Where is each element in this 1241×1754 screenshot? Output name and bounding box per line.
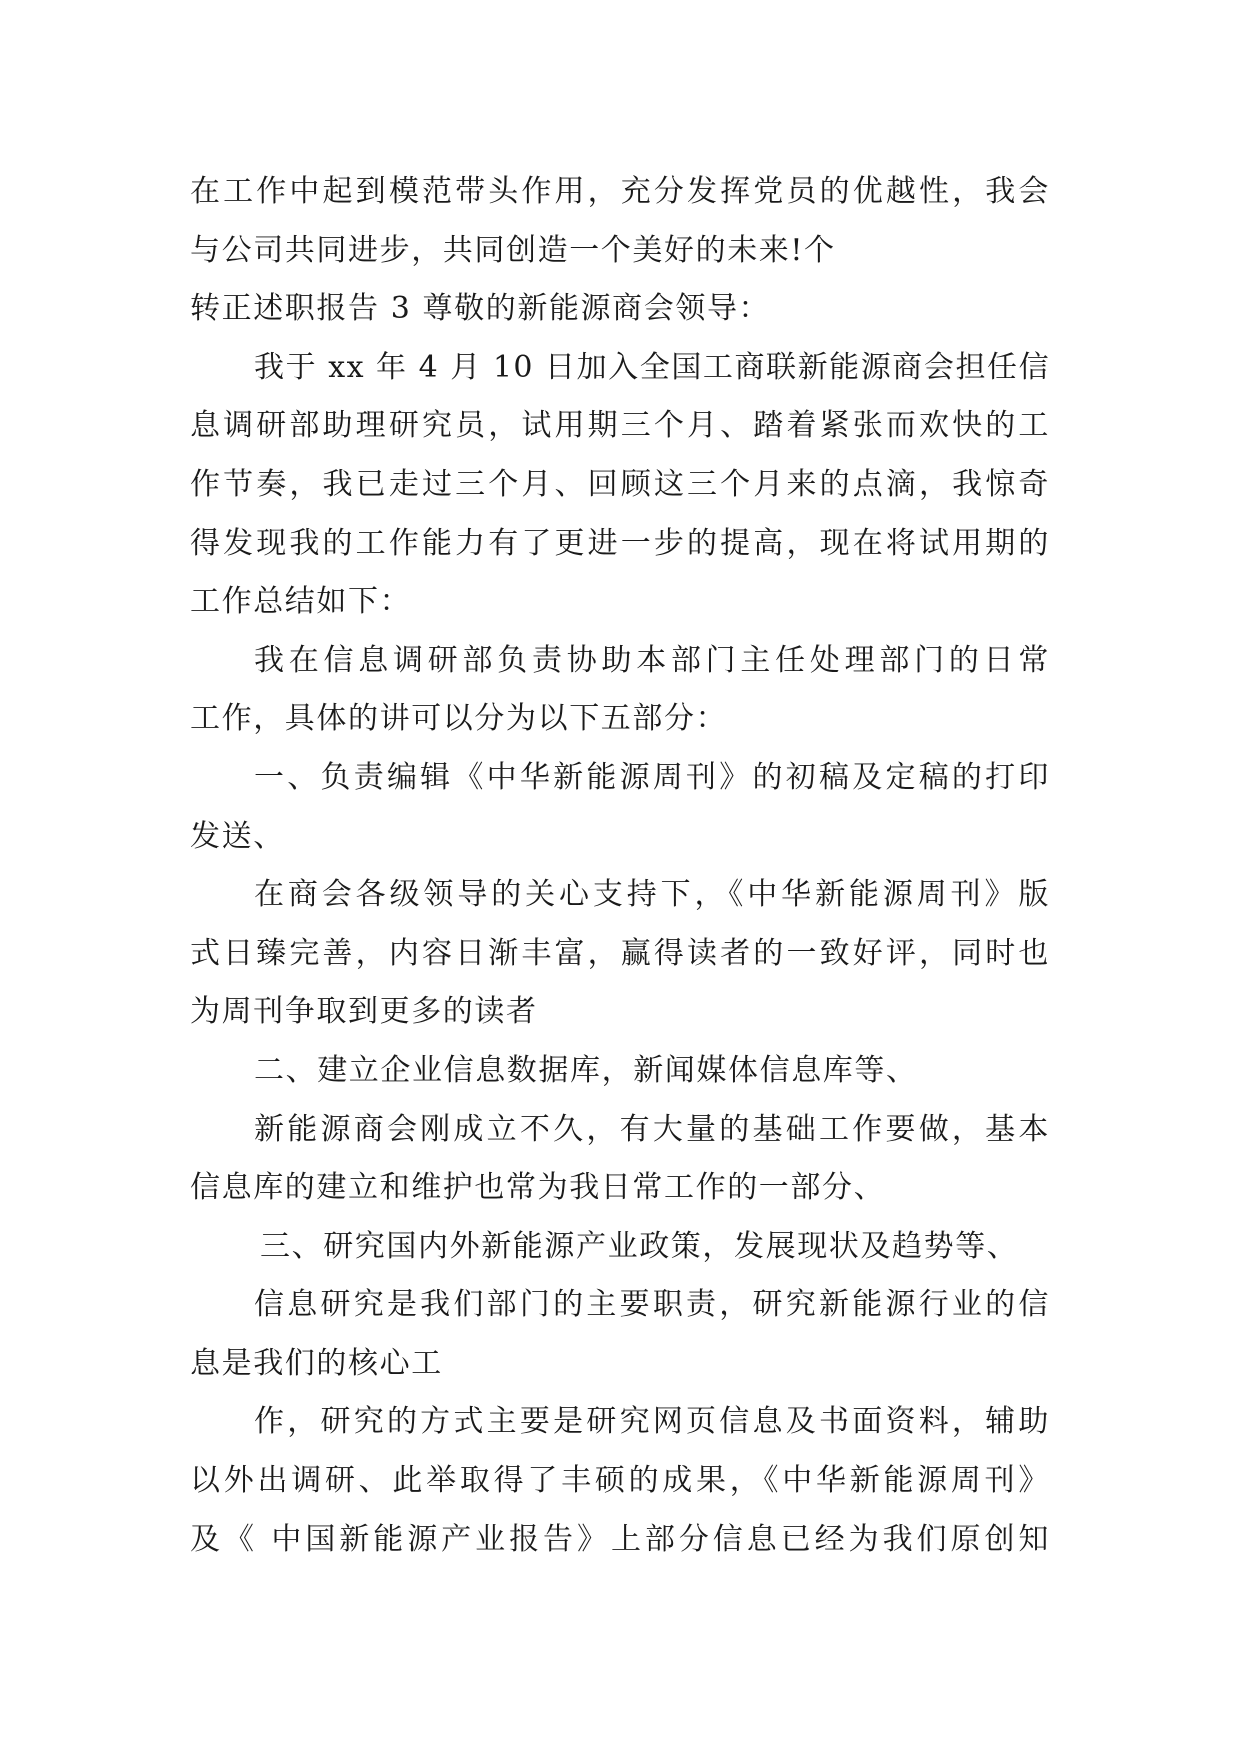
text-line: 得发现我的工作能力有了更进一步的提高，现在将试用期的: [190, 525, 1050, 561]
text-line: 工作，具体的讲可以分为以下五部分：: [190, 701, 728, 737]
text-line: 以外出调研、此举取得了丰硕的成果，《中华新能源周刊》: [190, 1463, 1050, 1499]
text-line: 发送、: [190, 818, 285, 854]
text-line: 信息研究是我们部门的主要职责，研究新能源行业的信: [254, 1287, 1050, 1323]
text-line: 作节奏，我已走过三个月、回顾这三个月来的点滴，我惊奇: [190, 466, 1050, 502]
text-line: 息调研部助理研究员，试用期三个月、踏着紧张而欢快的工: [190, 408, 1050, 444]
text-line: 及《 中国新能源产业报告》上部分信息已经为我们原创知: [190, 1521, 1050, 1557]
section-heading: 转正述职报告 3 尊敬的新能源商会领导：: [190, 291, 771, 327]
text-line: 我在信息调研部负责协助本部门主任处理部门的日常: [254, 642, 1050, 678]
text-line: 我于 xx 年 4 月 10 日加入全国工商联新能源商会担任信: [254, 349, 1050, 385]
text-line: 作，研究的方式主要是研究网页信息及书面资料，辅助: [254, 1404, 1050, 1440]
text-line: 三、研究国内外新能源产业政策，发展现状及趋势等、: [260, 1228, 1019, 1264]
text-line: 信息库的建立和维护也常为我日常工作的一部分、: [190, 1170, 886, 1206]
document-body: [190, 163, 1050, 1569]
text-line: 工作总结如下：: [190, 584, 412, 620]
text-line: 在商会各级领导的关心支持下，《中华新能源周刊》版: [254, 877, 1050, 913]
text-line: 为周刊争取到更多的读者: [190, 994, 538, 1030]
text-line: 与公司共同进步，共同创造一个美好的未来!个: [190, 232, 836, 268]
text-line: 二、建立企业信息数据库，新闻媒体信息库等、: [254, 1052, 918, 1088]
text-line: 式日臻完善，内容日渐丰富，赢得读者的一致好评，同时也: [190, 935, 1050, 971]
text-line: 在工作中起到模范带头作用，充分发挥党员的优越性，我会: [190, 174, 1050, 209]
text-line: 一、负责编辑《中华新能源周刊》的初稿及定稿的打印: [254, 759, 1050, 795]
text-line: 新能源商会刚成立不久，有大量的基础工作要做，基本: [254, 1111, 1050, 1147]
text-line: 息是我们的核心工: [190, 1345, 443, 1381]
